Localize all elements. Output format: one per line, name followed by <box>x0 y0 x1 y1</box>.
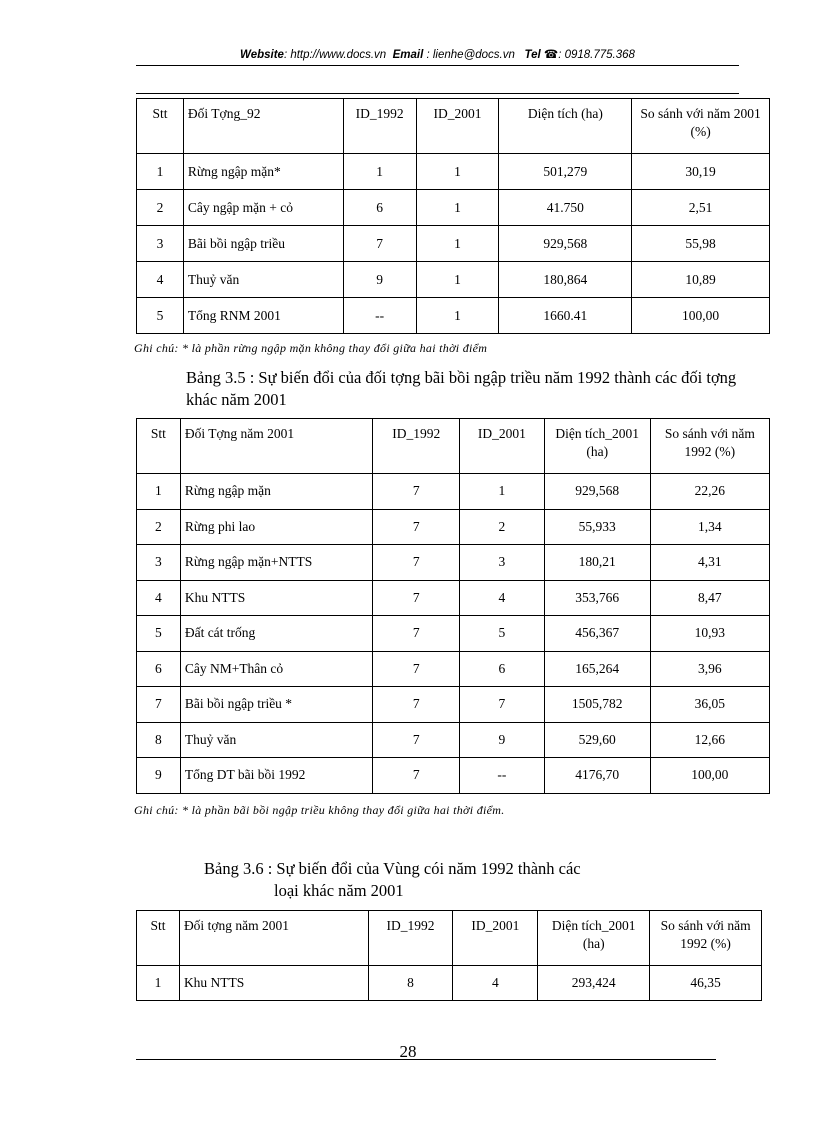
tel-value: : 0918.775.368 <box>558 49 635 61</box>
cell: 9 <box>460 722 545 758</box>
cell: 529,60 <box>544 722 650 758</box>
table-row <box>137 651 770 687</box>
cell: 456,367 <box>544 616 650 652</box>
col-header: Diện tích_2001 (ha) <box>544 419 650 474</box>
cell: 929,568 <box>544 474 650 510</box>
cell: 1660.41 <box>499 298 632 334</box>
cell: 1 <box>416 226 499 262</box>
cell: 12,66 <box>650 722 769 758</box>
col-header: So sánh với năm 1992 (%) <box>650 911 762 966</box>
cell: Bãi bồi ngập triều <box>183 226 343 262</box>
header-rule-thin <box>136 65 739 66</box>
table-1-header-row <box>137 99 770 154</box>
table-3-header-row <box>137 911 762 966</box>
table-2-note: Ghi chú: * là phần bãi bồi ngập triều không thay đổi giữa hai thời điểm. <box>134 803 505 817</box>
cell: 10,93 <box>650 616 769 652</box>
col-header: So sánh với năm 1992 (%) <box>650 419 769 474</box>
table-row <box>137 226 770 262</box>
col-header: ID_2001 <box>460 419 545 474</box>
cell: Rừng phi lao <box>180 509 373 545</box>
table-3-caption-line-1: Bảng 3.6 : Sự biến đổi của Vùng cói năm 1992 thành các <box>204 859 581 878</box>
cell: 7 <box>373 509 460 545</box>
cell: 6 <box>460 651 545 687</box>
table-row <box>137 298 770 334</box>
cell: Thuỷ văn <box>180 722 373 758</box>
col-header: Stt <box>137 419 181 474</box>
website-value: : http://www.docs.vn <box>283 49 387 61</box>
col-header: Stt <box>137 99 184 154</box>
cell: 7 <box>460 687 545 723</box>
table-row <box>137 190 770 226</box>
website-label: Website <box>240 49 284 61</box>
cell: 929,568 <box>499 226 632 262</box>
phone-icon: ☎ <box>543 49 559 61</box>
cell: 180,21 <box>544 545 650 581</box>
table-row <box>137 509 770 545</box>
cell: 180,864 <box>499 262 632 298</box>
email-value: : lienhe@docs.vn <box>426 49 515 61</box>
cell: Đất cát trống <box>180 616 373 652</box>
cell: 7 <box>373 616 460 652</box>
cell: 1,34 <box>650 509 769 545</box>
cell: 1 <box>137 154 184 190</box>
cell: Tổng DT bãi bồi 1992 <box>180 758 373 794</box>
cell: 3,96 <box>650 651 769 687</box>
cell: Rừng ngập mặn+NTTS <box>180 545 373 581</box>
cell: 7 <box>373 651 460 687</box>
cell: 7 <box>373 687 460 723</box>
cell: 1 <box>416 262 499 298</box>
cell: 4 <box>460 580 545 616</box>
cell: Cây NM+Thân cỏ <box>180 651 373 687</box>
table-row <box>137 616 770 652</box>
col-header: ID_1992 <box>373 419 460 474</box>
cell: 7 <box>373 758 460 794</box>
table-1 <box>136 98 770 334</box>
cell: 30,19 <box>632 154 770 190</box>
cell: 7 <box>373 545 460 581</box>
cell: 2,51 <box>632 190 770 226</box>
cell: -- <box>343 298 416 334</box>
col-header: ID_1992 <box>368 911 453 966</box>
cell: Rừng ngập mặn* <box>183 154 343 190</box>
cell: Tổng RNM 2001 <box>183 298 343 334</box>
table-row <box>137 580 770 616</box>
cell: 10,89 <box>632 262 770 298</box>
cell: 7 <box>373 580 460 616</box>
cell: 3 <box>137 545 181 581</box>
email-label: Email <box>392 49 424 61</box>
table-2-caption: Bảng 3.5 : Sự biến đổi của đối tợng bãi bồi ngập triều năm 1992 thành các đối tợng khác năm 2001 <box>186 368 737 409</box>
cell: 9 <box>343 262 416 298</box>
cell: 9 <box>137 758 181 794</box>
col-header: Đối tợng năm 2001 <box>179 911 368 966</box>
cell: 1 <box>137 474 181 510</box>
cell: 5 <box>137 616 181 652</box>
cell: 2 <box>137 509 181 545</box>
col-header: Stt <box>137 911 180 966</box>
page-number: 28 <box>399 1042 417 1061</box>
tel-label: Tel <box>524 49 541 61</box>
cell: Bãi bồi ngập triều * <box>180 687 373 723</box>
cell: Rừng ngập mặn <box>180 474 373 510</box>
col-header: So sánh với năm 2001 (%) <box>632 99 770 154</box>
cell: 7 <box>373 474 460 510</box>
cell: 7 <box>137 687 181 723</box>
cell: 1 <box>416 154 499 190</box>
cell: 1505,782 <box>544 687 650 723</box>
cell: 6 <box>343 190 416 226</box>
table-row <box>137 474 770 510</box>
cell: 8 <box>368 966 453 1001</box>
cell: 4 <box>453 966 538 1001</box>
cell: 55,98 <box>632 226 770 262</box>
footer-rule <box>136 1059 716 1060</box>
col-header: ID_1992 <box>343 99 416 154</box>
col-header: ID_2001 <box>416 99 499 154</box>
cell: 5 <box>460 616 545 652</box>
cell: 8,47 <box>650 580 769 616</box>
table-row <box>137 966 762 1001</box>
cell: 36,05 <box>650 687 769 723</box>
cell: 4176,70 <box>544 758 650 794</box>
table-row <box>137 758 770 794</box>
cell: 1 <box>343 154 416 190</box>
cell: 501,279 <box>499 154 632 190</box>
table-3 <box>136 910 762 1001</box>
cell: 4 <box>137 262 184 298</box>
cell: 3 <box>460 545 545 581</box>
cell: 293,424 <box>538 966 650 1001</box>
table-row <box>137 154 770 190</box>
cell: 6 <box>137 651 181 687</box>
header-rule <box>136 93 739 94</box>
cell: 8 <box>137 722 181 758</box>
cell: 46,35 <box>650 966 762 1001</box>
table-2-header-row <box>137 419 770 474</box>
col-header: Đối Tợng năm 2001 <box>180 419 373 474</box>
table-3-caption-line-2: loại khác năm 2001 <box>274 881 404 900</box>
cell: Thuỷ văn <box>183 262 343 298</box>
col-header: Diện tích (ha) <box>499 99 632 154</box>
table-2 <box>136 418 770 794</box>
cell: 353,766 <box>544 580 650 616</box>
cell: Cây ngập mặn + cỏ <box>183 190 343 226</box>
cell: 1 <box>416 298 499 334</box>
cell: 3 <box>137 226 184 262</box>
col-header: ID_2001 <box>453 911 538 966</box>
cell: 41.750 <box>499 190 632 226</box>
cell: 1 <box>137 966 180 1001</box>
cell: 2 <box>137 190 184 226</box>
cell: 1 <box>416 190 499 226</box>
cell: 55,933 <box>544 509 650 545</box>
cell: 22,26 <box>650 474 769 510</box>
table-1-note: Ghi chú: * là phần rừng ngập mặn không thay đổi giữa hai thời điểm <box>134 341 488 355</box>
cell: 100,00 <box>632 298 770 334</box>
cell: 4,31 <box>650 545 769 581</box>
cell: 7 <box>343 226 416 262</box>
cell: -- <box>460 758 545 794</box>
cell: 5 <box>137 298 184 334</box>
cell: 100,00 <box>650 758 769 794</box>
cell: 7 <box>373 722 460 758</box>
table-3-caption <box>204 858 684 902</box>
col-header: Diện tích_2001 (ha) <box>538 911 650 966</box>
cell: 4 <box>137 580 181 616</box>
table-row <box>137 687 770 723</box>
table-row <box>137 545 770 581</box>
page-header <box>136 47 739 61</box>
col-header: Đối Tợng_92 <box>183 99 343 154</box>
cell: 165,264 <box>544 651 650 687</box>
cell: 1 <box>460 474 545 510</box>
table-row <box>137 722 770 758</box>
cell: 2 <box>460 509 545 545</box>
cell: Khu NTTS <box>180 580 373 616</box>
table-row <box>137 262 770 298</box>
cell: Khu NTTS <box>179 966 368 1001</box>
